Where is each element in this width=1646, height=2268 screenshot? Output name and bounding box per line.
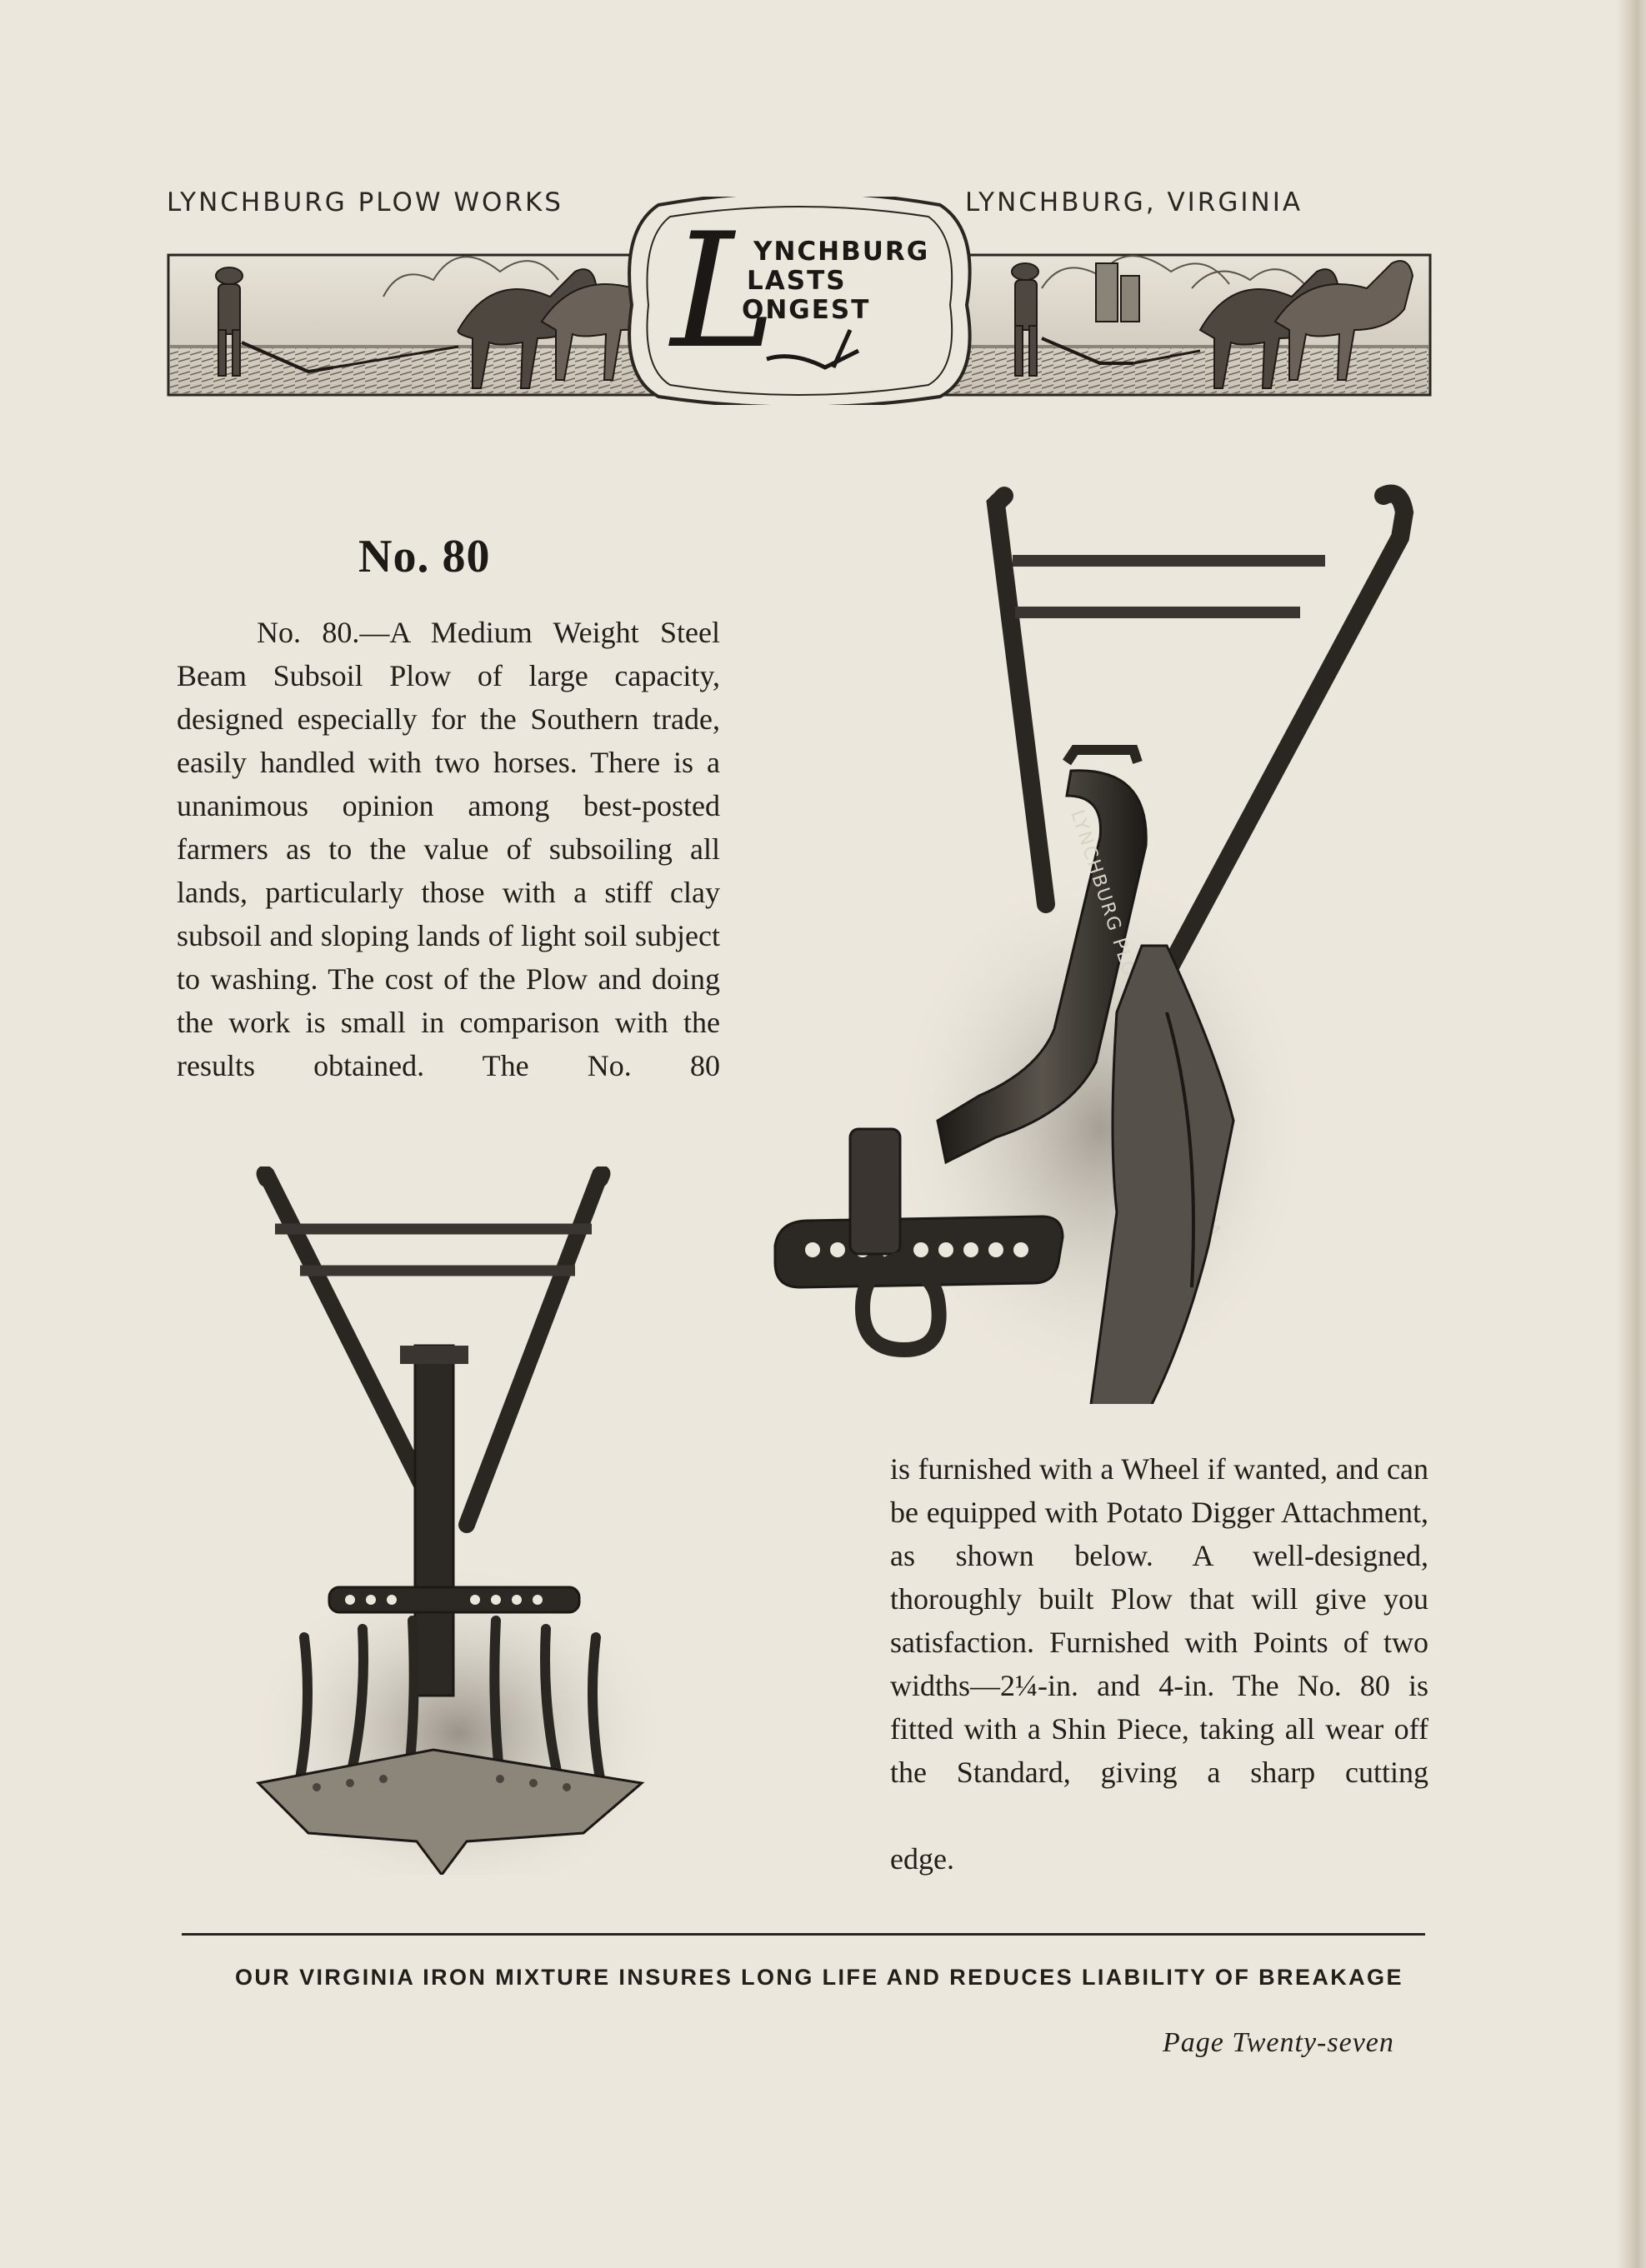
description-paragraph-1: No. 80.—A Medium Weight Steel Beam Subsoil Plow of large capacity, designed especially for the Southern trade, easily handled with two horses. There is a unanimous opinion among best-posted farmers as to the value of subsoiling all lands, particularly those with a stiff clay subsoil and sloping lands of light soil subject to washing. The cost of the Plow and doing the work is small in comparison with the results obtained. The No. 80 [177,616,720,1082]
description-paragraph-2 [890,1447,1428,1794]
logo-line-1: YNCHBURG [753,237,930,267]
page-number: Page Twenty-seven [1163,2027,1394,2058]
footer-slogan: OUR VIRGINIA IRON MIXTURE INSURES LONG LIFE AND REDUCES LIABILITY OF BREAKAGE [235,1965,1403,1990]
header-company-name: LYNCHBURG PLOW WORKS [167,187,563,217]
description-paragraph-2-main: is furnished with a Wheel if wanted, and can be equipped with Potato Digger Attachment, as shown below. A well-designed, thoroughly built Plow that will give you satisfaction. Furnished with Points of two widths—2¼-in. and 4-in. The No. 80 is fitted with a Shin Piece, taking all wear off the Standard, giving a sharp cutting [890,1452,1428,1789]
page-title: No. 80 [358,531,491,582]
header-location: LYNCHBURG, VIRGINIA [965,187,1303,217]
footer-divider [182,1933,1425,1936]
logo-initial: L [671,199,777,383]
logo-line-2: LASTS [747,266,847,296]
beam-label: LYNCHBURG PLOW [1066,807,1147,999]
logo-line-3: ONGEST [742,295,871,325]
logo-lynchburg-lasts-longest [717,237,930,325]
potato-digger-attachment-illustration [225,1166,683,1875]
description-paragraph-2-end: edge. [890,1842,954,1876]
page-edge [1616,0,1646,2268]
subsoil-plow-illustration [750,479,1433,1404]
